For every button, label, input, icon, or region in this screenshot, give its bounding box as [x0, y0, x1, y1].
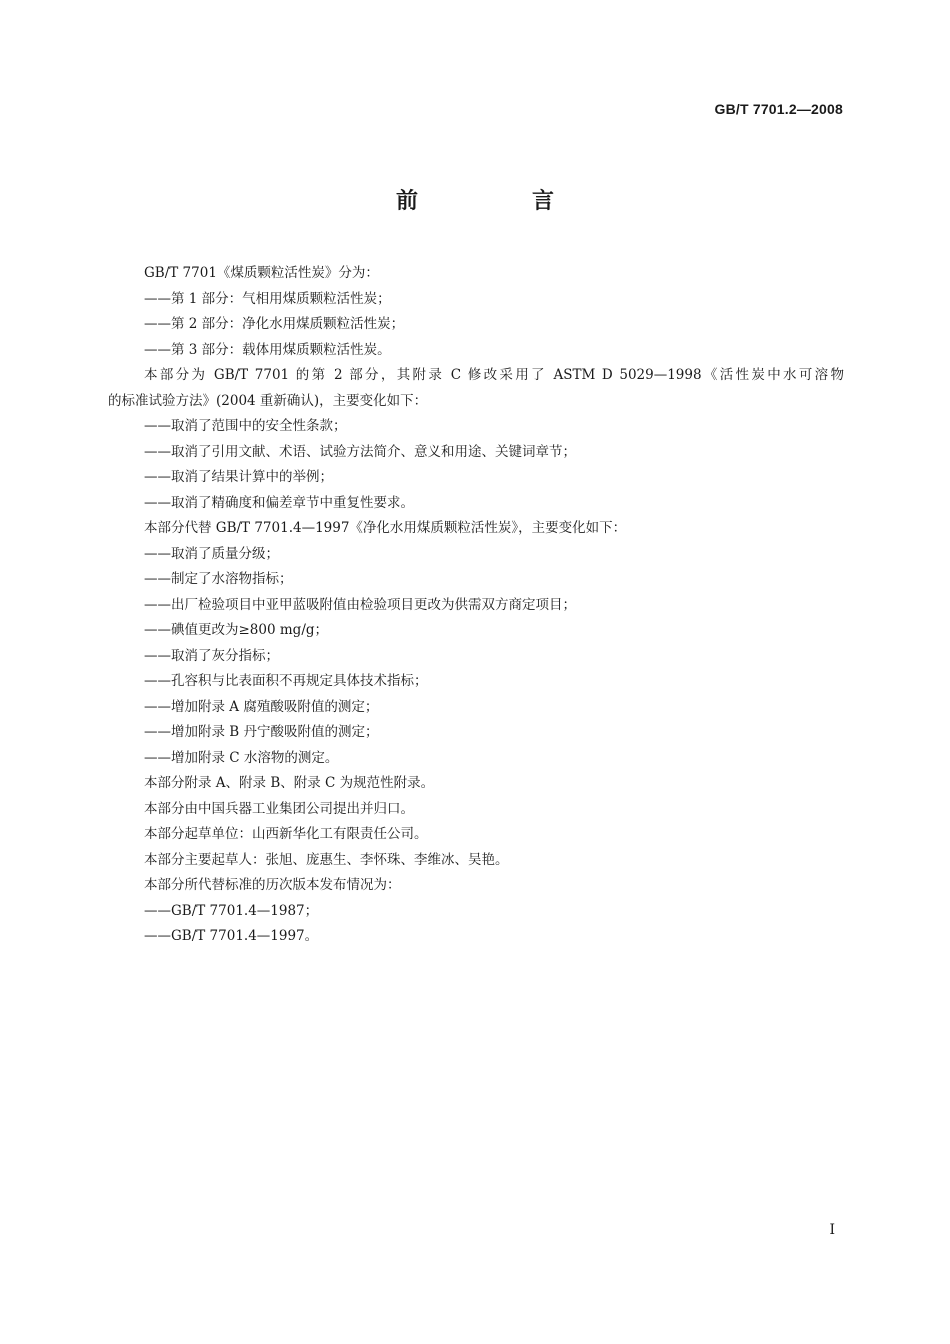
paragraph-line: 本部分为 GB/T 7701 的第 2 部分，其附录 C 修改采用了 ASTM D 5029—1998《活性炭中水可溶物	[144, 367, 844, 383]
list-item: ——GB/T 7701.4—1987；	[144, 902, 319, 919]
list-item: ——增加附录 A 腐殖酸吸附值的测定；	[144, 698, 379, 715]
paragraph-line: 本部分由中国兵器工业集团公司提出并归口。	[144, 800, 414, 817]
paragraph-line: 本部分所代替标准的历次版本发布情况为：	[144, 877, 401, 893]
list-item: ——取消了灰分指标；	[144, 647, 279, 664]
list-item: ——取消了引用文献、术语、试验方法简介、意义和用途、关键词章节；	[144, 443, 576, 460]
list-item: ——增加附录 B 丹宁酸吸附值的测定；	[144, 724, 379, 740]
standard-code: GB/T 7701.2—2008	[714, 101, 843, 117]
list-item: ——第 1 部分：气相用煤质颗粒活性炭；	[144, 290, 391, 307]
list-item: ——孔容积与比表面积不再规定具体技术指标；	[144, 673, 428, 689]
paragraph-line: 本部分代替 GB/T 7701.4—1997《净化水用煤质颗粒活性炭》，主要变化如下：	[144, 520, 627, 536]
list-item: ——出厂检验项目中亚甲蓝吸附值由检验项目更改为供需双方商定项目；	[144, 596, 576, 613]
paragraph-line: 的标准试验方法》(2004 重新确认)，主要变化如下：	[108, 392, 428, 409]
paragraph-line: 本部分主要起草人：张旭、庞惠生、李怀珠、李维冰、吴艳。	[144, 851, 509, 868]
list-item: ——取消了质量分级；	[144, 545, 279, 562]
list-item: ——GB/T 7701.4—1997。	[144, 928, 319, 944]
page-number: I	[829, 1222, 835, 1238]
list-item: ——取消了精确度和偏差章节中重复性要求。	[144, 494, 414, 511]
list-item: ——取消了结果计算中的举例；	[144, 469, 333, 485]
paragraph-line: 本部分起草单位：山西新华化工有限责任公司。	[144, 826, 428, 842]
page-title: 前 言	[395, 189, 600, 214]
paragraph-line: 本部分附录 A、附录 B、附录 C 为规范性附录。	[144, 775, 435, 791]
list-item: ——取消了范围中的安全性条款；	[144, 418, 347, 434]
list-item: ——第 2 部分：净化水用煤质颗粒活性炭；	[144, 316, 405, 332]
list-item: ——碘值更改为≥800 mg/g；	[144, 622, 329, 638]
document-body	[108, 261, 844, 950]
list-item: ——第 3 部分：载体用煤质颗粒活性炭。	[144, 341, 391, 358]
list-item: ——增加附录 C 水溶物的测定。	[144, 749, 339, 766]
list-item: ——制定了水溶物指标；	[144, 571, 293, 587]
paragraph-line: GB/T 7701《煤质颗粒活性炭》分为：	[144, 265, 379, 281]
